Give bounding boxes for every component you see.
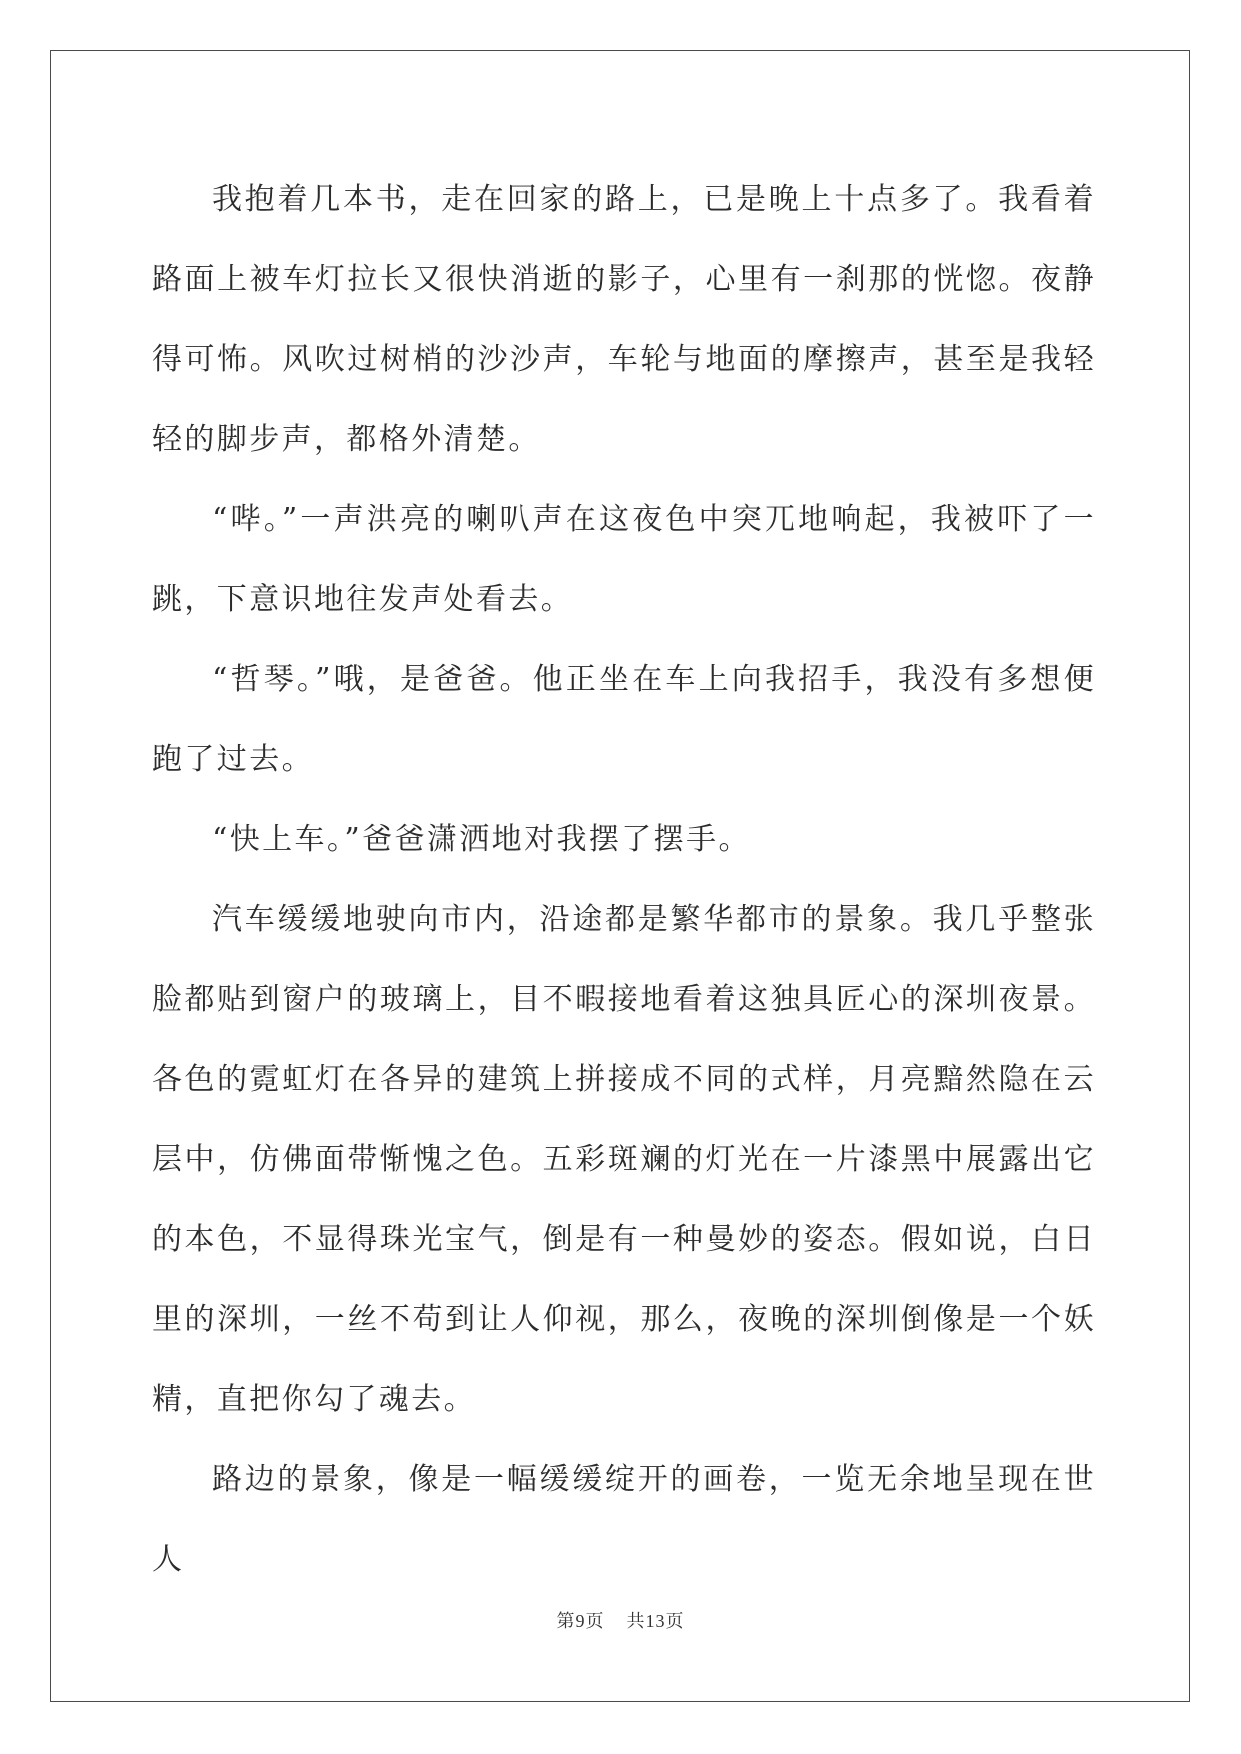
total-page-count: 共13页 (626, 1611, 685, 1631)
paragraph: 路边的景象，像是一幅缓缓绽开的画卷，一览无余地呈现在世人 (152, 1462, 1096, 1577)
paragraph: 汽车缓缓地驶向市内，沿途都是繁华都市的景象。我几乎整张脸都贴到窗户的玻璃上，目不暇接地看着这独具匠心的深圳夜景。各色的霓虹灯在各异的建筑上拼接成不同的式样，月亮黯然隐在云层中，仿佛面带惭愧之色。五彩斑斓的灯光在一片漆黑中展露出它的本色，不显得珠光宝气，倒是有一种曼妙的姿态。假如说，白日里的深圳，一丝不苟到让人仰视，那么，夜晚的深圳倒像是一个妖精，直把你勾了魂去。 (152, 902, 1096, 1417)
document-body (152, 160, 1096, 1600)
paragraph: “哲琴。”哦，是爸爸。他正坐在车上向我招手，我没有多想便跑了过去。 (152, 662, 1096, 777)
current-page-number: 第9页 (556, 1611, 605, 1631)
paragraph: “快上车。”爸爸潇洒地对我摆了摆手。 (212, 822, 751, 857)
page-footer (0, 1607, 1241, 1633)
paragraph: 我抱着几本书，走在回家的路上，已是晚上十点多了。我看着路面上被车灯拉长又很快消逝的影子，心里有一刹那的恍惚。夜静得可怖。风吹过树梢的沙沙声，车轮与地面的摩擦声，甚至是我轻轻的脚步声，都格外清楚。 (152, 182, 1096, 457)
paragraph: “哔。”一声洪亮的喇叭声在这夜色中突兀地响起，我被吓了一跳，下意识地往发声处看去。 (152, 502, 1096, 617)
